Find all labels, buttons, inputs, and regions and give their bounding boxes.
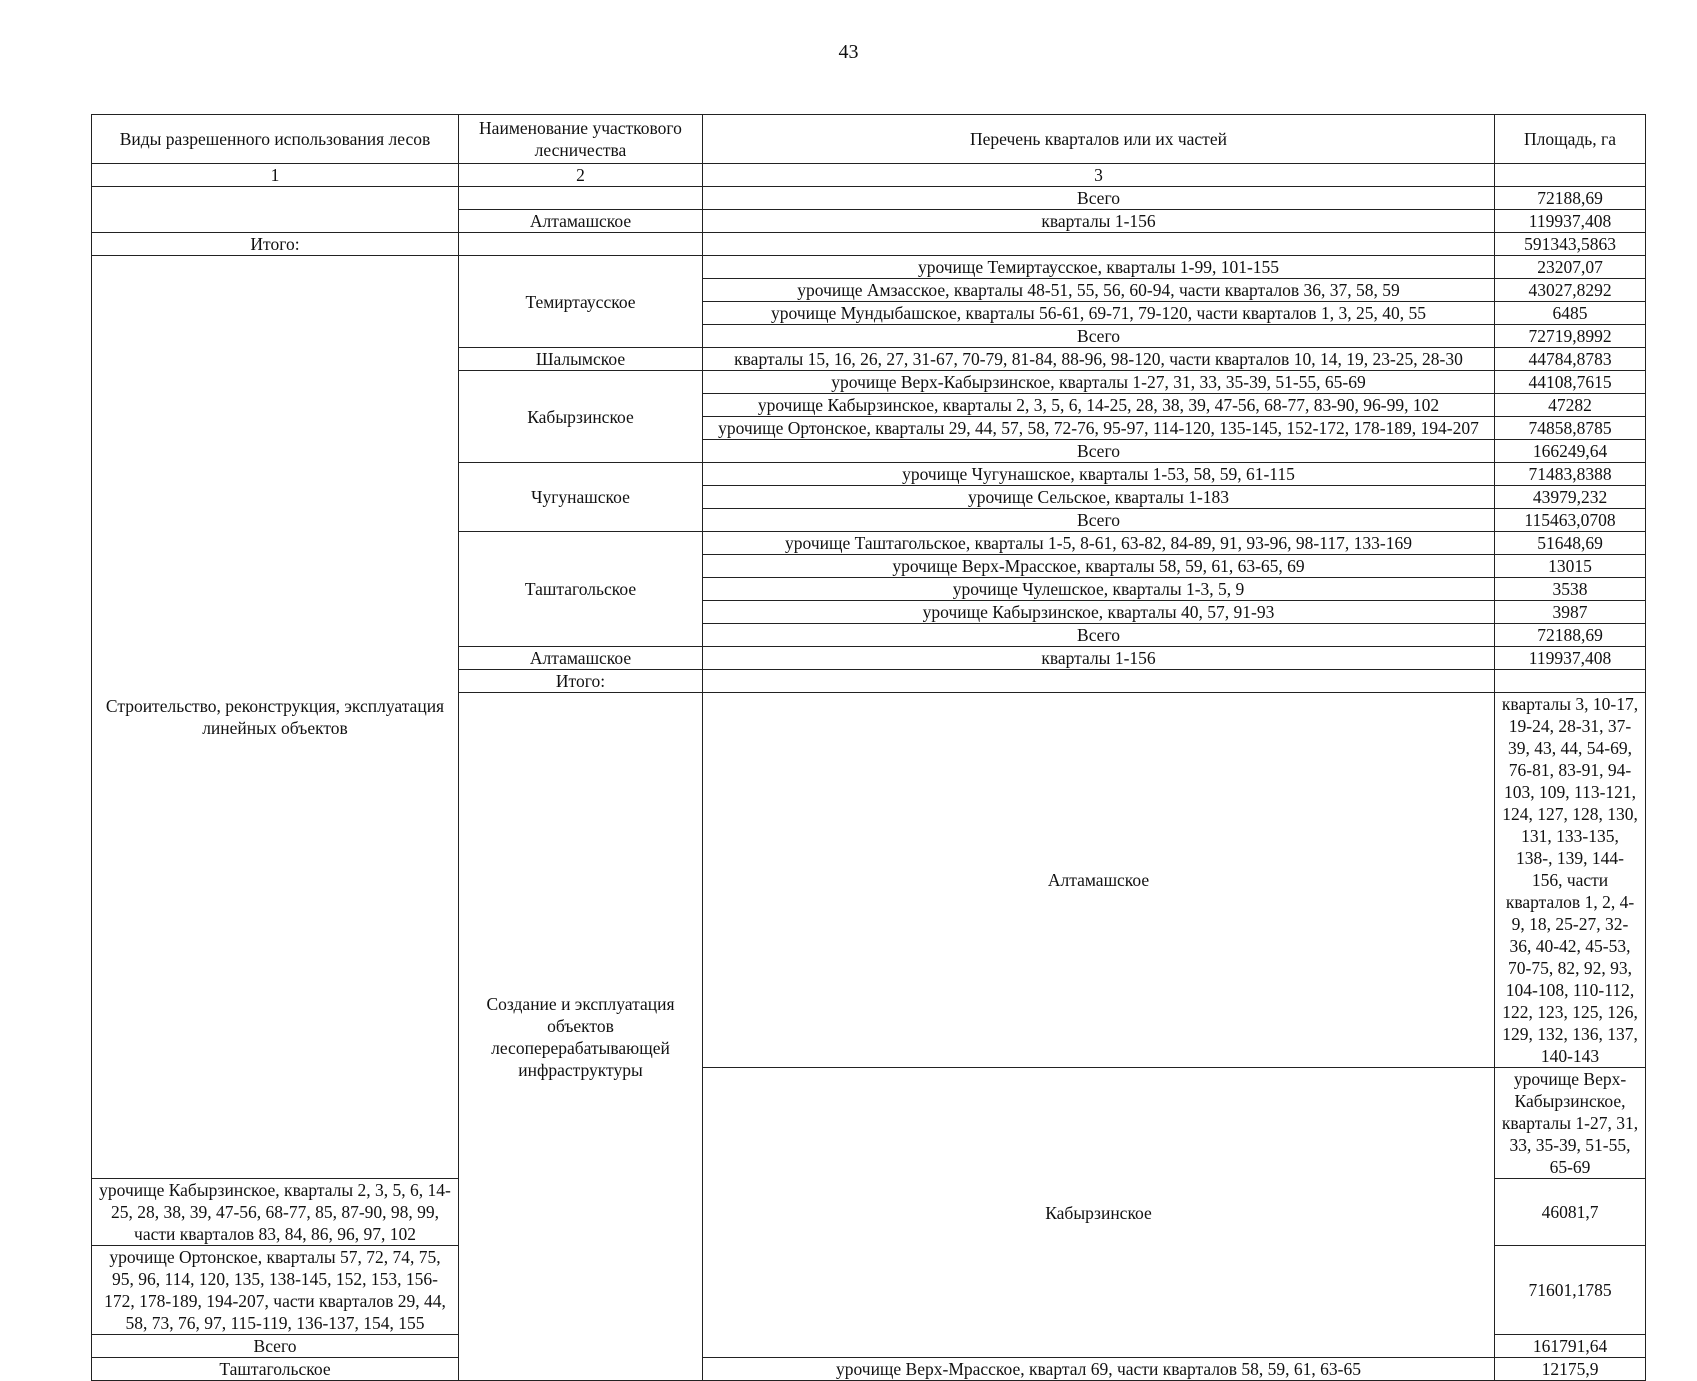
forestry-cell: Чугунашское <box>459 463 703 532</box>
quarters-cell: урочище Верх-Кабырзинское, кварталы 1-27, 31, 33, 35-39, 51-55, 65-69 <box>703 371 1495 394</box>
column-number <box>1495 164 1646 187</box>
area-cell: 119937,408 <box>1495 647 1646 670</box>
area-cell: 12175,9 <box>1495 1358 1646 1381</box>
page-number: 43 <box>838 41 859 63</box>
quarters-cell: урочище Мундыбашское, кварталы 56-61, 69-71, 79-120, части кварталов 1, 3, 25, 40, 55 <box>703 302 1495 325</box>
forestry-cell: Алтамашское <box>459 647 703 670</box>
area-cell: 74858,8785 <box>1495 417 1646 440</box>
area-cell: 72188,69 <box>1495 187 1646 210</box>
forestry-cell <box>703 670 1495 693</box>
quarters-cell: кварталы 15, 16, 26, 27, 31-67, 70-79, 81-84, 88-96, 98-120, части кварталов 10, 14, 19, 23-25, 28-30 <box>703 348 1495 371</box>
use-type-cell: Строительство, реконструкция, эксплуатация линейных объектов <box>92 256 459 1179</box>
table-row <box>92 1358 1646 1381</box>
area-cell: 46081,7 <box>1495 1179 1646 1246</box>
column-number: 2 <box>459 164 703 187</box>
area-cell: 6485 <box>1495 302 1646 325</box>
quarters-cell: урочище Ортонское, кварталы 29, 44, 57, 58, 72-76, 95-97, 114-120, 135-145, 152-172, 178-189, 194-207 <box>703 417 1495 440</box>
area-cell: 3538 <box>1495 578 1646 601</box>
area-cell: 166249,64 <box>1495 440 1646 463</box>
header-quarters: Перечень кварталов или их частей <box>703 115 1495 164</box>
total-area: 591343,5863 <box>1495 233 1646 256</box>
forestry-cell: Кабырзинское <box>703 1068 1495 1358</box>
quarters-cell: урочище Верх-Мрасское, кварталы 58, 59, 61, 63-65, 69 <box>703 555 1495 578</box>
area-cell: 47282 <box>1495 394 1646 417</box>
forestry-cell: Темиртаусское <box>459 256 703 348</box>
area-cell: 23207,07 <box>1495 256 1646 279</box>
total-row <box>92 233 1646 256</box>
quarters-cell: Всего <box>703 509 1495 532</box>
area-cell: 115463,0708 <box>1495 509 1646 532</box>
quarters-cell: урочище Чугунашское, кварталы 1-53, 58, 59, 61-115 <box>703 463 1495 486</box>
quarters-cell: урочище Темиртаусское, кварталы 1-99, 101-155 <box>703 256 1495 279</box>
quarters-cell: урочище Кабырзинское, кварталы 2, 3, 5, 6, 14-25, 28, 38, 39, 47-56, 68-77, 85, 87-90, 98, 99, части кварталов 83, 84, 86, 96, 97, 102 <box>92 1179 459 1246</box>
quarters-cell: урочище Кабырзинское, кварталы 2, 3, 5, 6, 14-25, 28, 38, 39, 47-56, 68-77, 83-90, 96-99, 102 <box>703 394 1495 417</box>
area-cell: 3987 <box>1495 601 1646 624</box>
quarters-cell: Всего <box>703 624 1495 647</box>
quarters-cell: Всего <box>92 1335 459 1358</box>
area-cell: 71483,8388 <box>1495 463 1646 486</box>
quarters-cell <box>1495 670 1646 693</box>
quarters-cell: Всего <box>703 440 1495 463</box>
quarters-cell: урочище Верх-Мрасское, квартал 69, части кварталов 58, 59, 61, 63-65 <box>703 1358 1495 1381</box>
quarters-cell: урочище Ортонское, кварталы 57, 72, 74, 75, 95, 96, 114, 120, 135, 138-145, 152, 153, 156-172, 178-189, 194-207, части кварталов 29, 44, 58, 73, 76, 97, 115-119, 136-137, 154, 155 <box>92 1246 459 1335</box>
table-row <box>92 256 1646 279</box>
area-cell: 43979,232 <box>1495 486 1646 509</box>
area-cell: 72719,8992 <box>1495 325 1646 348</box>
forestry-cell <box>459 233 703 256</box>
forestry-cell: Шалымское <box>459 348 703 371</box>
column-numbering-row <box>92 164 1646 187</box>
quarters-cell: урочище Чулешское, кварталы 1-3, 5, 9 <box>703 578 1495 601</box>
forestry-cell <box>459 187 703 210</box>
quarters-cell: кварталы 1-156 <box>703 647 1495 670</box>
quarters-cell: Всего <box>703 325 1495 348</box>
quarters-cell: кварталы 3, 10-17, 19-24, 28-31, 37-39, 43, 44, 54-69, 76-81, 83-91, 94-103, 109, 113-121, 124, 127, 128, 130, 131, 133-135, 138-, 139, 144-156, части кварталов 1, 2, 4-9, 18, 25-27, 32-36, 40-42, 45-53, 70-75, 82, 92, 93, 104-108, 110-112, 122, 123, 125, 126, 129, 132, 136, 137, 140-143 <box>1495 693 1646 1068</box>
quarters-cell: урочище Верх-Кабырзинское, кварталы 1-27, 31, 33, 35-39, 51-55, 65-69 <box>1495 1068 1646 1179</box>
forestry-cell: Кабырзинское <box>459 371 703 463</box>
quarters-cell <box>703 233 1495 256</box>
quarters-cell: урочище Кабырзинское, кварталы 40, 57, 91-93 <box>703 601 1495 624</box>
area-cell: 44108,7615 <box>1495 371 1646 394</box>
forestry-cell: Таштагольское <box>92 1358 459 1381</box>
area-cell: 13015 <box>1495 555 1646 578</box>
area-cell: 44784,8783 <box>1495 348 1646 371</box>
area-cell: 161791,64 <box>1495 1335 1646 1358</box>
forest-use-table <box>91 114 1646 1381</box>
quarters-cell: Всего <box>703 187 1495 210</box>
column-number: 1 <box>92 164 459 187</box>
use-type-cell: Создание и эксплуатация объектов лесоперерабатывающей инфраструктуры <box>459 693 703 1381</box>
quarters-cell: урочище Таштагольское, кварталы 1-5, 8-61, 63-82, 84-89, 91, 93-96, 98-117, 133-169 <box>703 532 1495 555</box>
area-cell: 72188,69 <box>1495 624 1646 647</box>
area-cell: 51648,69 <box>1495 532 1646 555</box>
forestry-cell: Алтамашское <box>703 693 1495 1068</box>
header-area: Площадь, га <box>1495 115 1646 164</box>
forestry-cell: Алтамашское <box>459 210 703 233</box>
quarters-cell: урочище Амзасское, кварталы 48-51, 55, 56, 60-94, части кварталов 36, 37, 58, 59 <box>703 279 1495 302</box>
use-type-cell <box>92 187 459 233</box>
column-number: 3 <box>703 164 1495 187</box>
header-forestry: Наименование участкового лесничества <box>459 115 703 164</box>
total-label: Итого: <box>92 233 459 256</box>
quarters-cell: урочище Сельское, кварталы 1-183 <box>703 486 1495 509</box>
area-cell: 43027,8292 <box>1495 279 1646 302</box>
area-cell: 119937,408 <box>1495 210 1646 233</box>
table-row <box>92 187 1646 210</box>
total-label: Итого: <box>459 670 703 693</box>
area-cell: 71601,1785 <box>1495 1246 1646 1335</box>
quarters-cell: кварталы 1-156 <box>703 210 1495 233</box>
forestry-cell: Таштагольское <box>459 532 703 647</box>
table-header-row <box>92 115 1646 164</box>
header-use-type: Виды разрешенного использования лесов <box>92 115 459 164</box>
